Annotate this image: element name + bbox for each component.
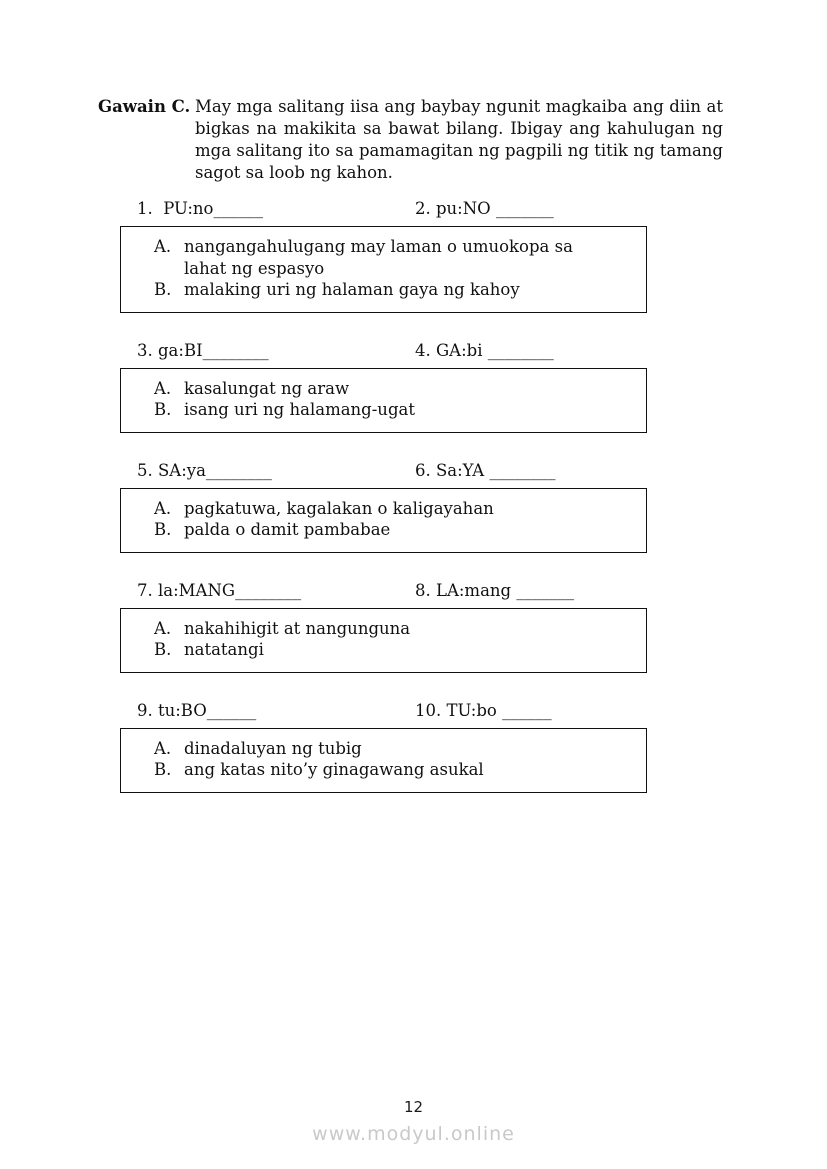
question-item-6: 6. Sa:YA ________ [415, 460, 556, 480]
choice-letter: A. [154, 738, 172, 758]
choice-b [154, 519, 636, 541]
question-item-10: 10. TU:bo ______ [415, 700, 552, 720]
choice-b [154, 639, 636, 661]
question-item-5: 5. SA:ya________ [137, 460, 272, 480]
task-header [0, 0, 827, 184]
question-item-1: 1. PU:no______ [137, 199, 263, 218]
choice-letter: A. [154, 618, 172, 638]
choice-a [154, 498, 636, 520]
question-item-9: 9. tu:BO______ [137, 700, 257, 720]
choice-letter: A. [154, 237, 172, 256]
choice-text: ang katas nito’y ginagawang asukal [184, 760, 484, 779]
choice-box-4 [120, 608, 647, 673]
page-number: 12 [403, 1098, 424, 1116]
question-group-4 [0, 580, 827, 673]
choice-box-2 [120, 368, 647, 433]
question-item-3: 3. ga:BI________ [137, 340, 269, 360]
item-row [0, 198, 827, 220]
question-item-2: 2. pu:NO _______ [415, 199, 554, 218]
choice-box-3 [120, 488, 647, 553]
choice-a [154, 618, 636, 640]
question-item-8: 8. LA:mang _______ [415, 580, 575, 600]
choice-a [154, 378, 636, 400]
watermark-url: www.modyul.online [312, 1123, 515, 1145]
choice-letter: B. [154, 280, 172, 299]
question-item-7: 7. la:MANG________ [137, 580, 302, 600]
task-label: Gawain C. [98, 97, 191, 116]
choice-b [154, 759, 636, 781]
item-row [0, 580, 827, 602]
question-group-5 [0, 700, 827, 793]
choice-letter: B. [154, 640, 172, 659]
choice-text: dinadaluyan ng tubig [184, 738, 362, 758]
choice-box-5 [120, 728, 647, 793]
question-item-4: 4. GA:bi ________ [415, 340, 554, 360]
choice-letter: A. [154, 498, 172, 518]
choice-a [154, 738, 636, 760]
task-instructions: May mga salitang iisa ang baybay ngunit magkaiba ang diin at bigkas na makikita sa bawat bilang. Ibigay ang kahulugan ng mga salitang ito sa pamamagitan ng pagpili ng titik ng tamang sagot sa loob ng kahon. [195, 97, 723, 182]
choice-letter: B. [154, 520, 172, 539]
choice-text: kasalungat ng araw [184, 378, 350, 398]
choice-text: nangangahulugang may laman o umuokopa sa lahat ng espasyo [184, 237, 573, 278]
choice-box-1 [120, 226, 647, 313]
choice-letter: B. [154, 760, 172, 779]
choice-letter: A. [154, 378, 172, 398]
question-group-1 [0, 198, 827, 313]
exercise-section [0, 198, 827, 793]
item-row [0, 700, 827, 722]
choice-text: isang uri ng halamang-ugat [184, 400, 415, 419]
choice-text: natatangi [184, 640, 264, 659]
item-row [0, 340, 827, 362]
choice-a [154, 236, 636, 279]
choice-letter: B. [154, 400, 172, 419]
choice-b [154, 399, 636, 421]
item-row [0, 460, 827, 482]
question-group-3 [0, 460, 827, 553]
choice-text: nakahihigit at nangunguna [184, 618, 411, 638]
choice-text: palda o damit pambabae [184, 520, 391, 539]
choice-text: malaking uri ng halaman gaya ng kahoy [184, 280, 520, 299]
choice-b [154, 279, 636, 301]
choice-text: pagkatuwa, kagalakan o kaligayahan [184, 498, 494, 518]
question-group-2 [0, 340, 827, 433]
